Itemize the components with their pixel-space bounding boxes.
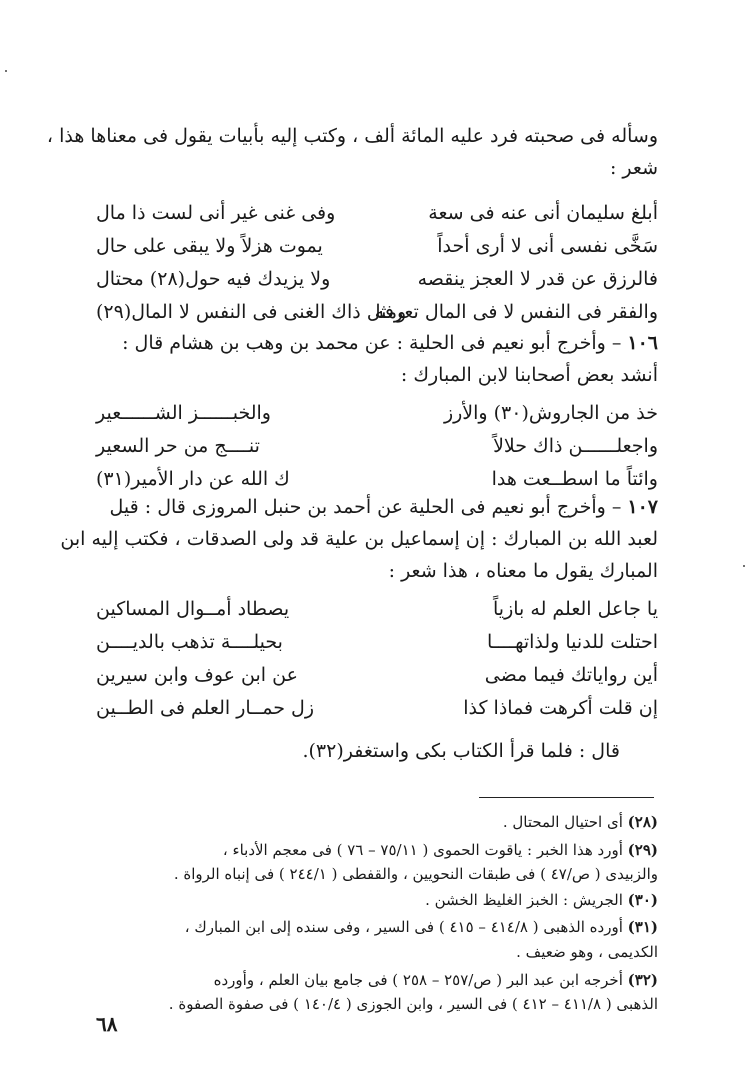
hemistich-second: يموت هزلاً ولا يبقى على حال xyxy=(96,235,323,257)
footnote-continuation: والزبيدى ( ص/٤٧ ) فى طبقات النحويين ، والقفطى ( ٢٤٤/١ ) فى إنباه الرواة . xyxy=(173,865,658,883)
footnote-text: الجريش : الخبز الغليظ الخشن . xyxy=(425,891,623,909)
hemistich-second: عن ابن عوف وابن سيرين xyxy=(96,664,298,686)
hemistich-first: أبلغ سليمان أنى عنه فى سعة xyxy=(428,202,658,224)
hemistich-second: يصطاد أمــوال المساكين xyxy=(96,598,290,620)
verse xyxy=(96,626,658,659)
hemistich-second: ك الله عن دار الأمير(٣١) xyxy=(96,468,290,490)
item-107-line-3: المبارك يقول ما معناه ، هذا شعر : xyxy=(388,560,658,582)
intro-line-2: شعر : xyxy=(609,157,658,179)
footnote-text: أورده الذهبى ( ٤١٤/٨ – ٤١٥ ) فى السير ، وفى سنده إلى ابن المبارك ، xyxy=(184,918,623,936)
item-107-line-2: لعبد الله بن المبارك : إن إسماعيل بن علية قد ولى الصدقات ، فكتب إليه ابن xyxy=(60,528,658,550)
hemistich-first: إن قلت أكرهت فماذا كذا xyxy=(463,697,658,719)
hemistich-second: ولا يزيدك فيه حول(٢٨) محتال xyxy=(96,268,331,290)
hemistich-second: وفى غنى غير أنى لست ذا مال xyxy=(96,202,336,224)
poem-3 xyxy=(96,593,658,725)
hemistich-second: زل حمــار العلم فى الطــين xyxy=(96,697,315,719)
hemistich-first: احتلت للدنيا ولذاتهــــا xyxy=(487,631,658,653)
verse xyxy=(96,263,658,296)
hemistich-second: بحيلــــة تذهب بالديــــن xyxy=(96,631,283,653)
intro-line-1: وسأله فى صحبته فرد عليه المائة ألف ، وكتب إليه بأبيات يقول فى معناها هذا ، xyxy=(46,125,658,147)
hemistich-first: سَخَّى نفسى أنى لا أرى أحداً xyxy=(437,235,658,257)
hemistich-second: تنــــج من حر السعير xyxy=(96,435,260,457)
hemistich-first: أين رواياتك فيما مضى xyxy=(484,664,658,686)
footnote xyxy=(96,889,658,911)
page-number: ٦٨ xyxy=(96,1012,118,1036)
verse xyxy=(96,397,658,430)
item-106-line-1 xyxy=(96,327,658,360)
verse xyxy=(96,296,658,329)
verse xyxy=(96,230,658,263)
footnote-number: (٢٨) xyxy=(627,813,658,831)
hemistich-first: يا جاعل العلم له بازياً xyxy=(493,598,658,620)
footnote xyxy=(96,969,658,991)
scan-speck xyxy=(743,565,745,567)
footnote-separator xyxy=(479,797,654,798)
footnote-text: أخرجه ابن عبد البر ( ص/٢٥٧ – ٢٥٨ ) فى جامع بيان العلم ، وأورده xyxy=(213,971,623,989)
item-number: ١٠٧ xyxy=(627,496,658,518)
footnote-number: (٣٢) xyxy=(627,971,658,989)
verse xyxy=(96,593,658,626)
footnote-number: (٢٩) xyxy=(627,841,658,859)
item-107-line-1 xyxy=(96,491,658,524)
poem-1 xyxy=(96,197,658,329)
verse xyxy=(96,659,658,692)
hemistich-first: والفقر فى النفس لا فى المال تعرفه xyxy=(374,301,658,323)
item-text: – وأخرج أبو نعيم فى الحلية عن أحمد بن حنبل المروزى قال : قيل xyxy=(109,496,622,518)
hemistich-first: وائتاً ما اسطــعت هدا xyxy=(491,468,658,490)
footnote-text: أورد هذا الخبر : ياقوت الحموى ( ٧٥/١١ – ٧٦ ) فى معجم الأدباء ، xyxy=(222,841,623,859)
hemistich-second: ومثل ذاك الغنى فى النفس لا المال(٢٩) xyxy=(96,301,407,323)
poem-2 xyxy=(96,397,658,496)
item-number: ١٠٦ xyxy=(627,332,658,354)
hemistich-first: فالرزق عن قدر لا العجز ينقصه xyxy=(417,268,658,290)
hemistich-second: والخبــــــز الشــــــعير xyxy=(96,402,271,424)
footnote xyxy=(96,839,658,861)
footnote-text: أى احتيال المحتال . xyxy=(502,813,623,831)
footnote-continuation: الذهبى ( ٤١١/٨ – ٤١٢ ) فى السير ، وابن الجوزى ( ١٤٠/٤ ) فى صفوة الصفوة . xyxy=(168,995,658,1013)
item-text: – وأخرج أبو نعيم فى الحلية : عن محمد بن وهب بن هشام قال : xyxy=(122,332,622,354)
scan-speck xyxy=(5,70,7,72)
verse xyxy=(96,692,658,725)
footnote xyxy=(96,916,658,938)
item-106-line-2: أنشد بعض أصحابنا لابن المبارك : xyxy=(400,364,658,386)
closing-line: قال : فلما قرأ الكتاب بكى واستغفر(٣٢). xyxy=(302,740,620,762)
verse xyxy=(96,197,658,230)
footnote xyxy=(96,811,658,833)
footnote-number: (٣١) xyxy=(627,918,658,936)
footnote-number: (٣٠) xyxy=(627,891,658,909)
hemistich-first: واجعلــــــن ذاك حلالاً xyxy=(493,435,658,457)
footnote-continuation: الكديمى ، وهو ضعيف . xyxy=(516,943,658,961)
hemistich-first: خذ من الجاروش(٣٠) والأرز xyxy=(443,402,658,424)
verse xyxy=(96,430,658,463)
